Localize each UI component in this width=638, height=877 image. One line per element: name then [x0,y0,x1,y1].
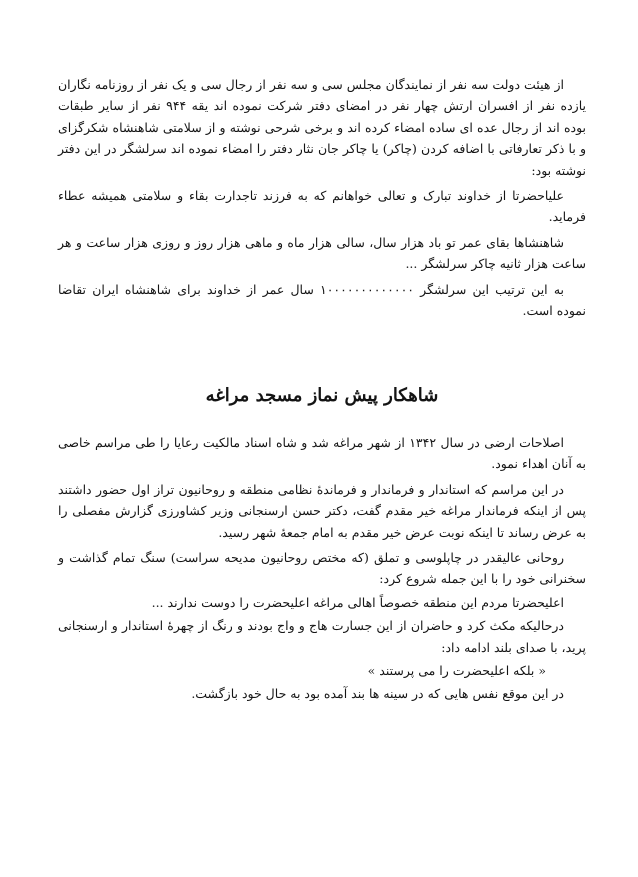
paragraph-relief: در این موقع نفس هایی که در سینه ها بند آمده بود به حال خود بازگشت. [191,686,564,702]
paragraph-land-reform: اصلاحات ارضی در سال ۱۳۴۲ از شهر مراغه شد و شاه اسناد مالکیت رعایا را طی مراسم خاصی به آنان اهداء نمود. [58,435,586,472]
paragraph-quote: « بلکه اعلیحضرت را می پرستند » [367,663,546,679]
paragraph-wish-shah: شاهنشاها بقای عمر تو باد هزار سال، سالی هزار ماه و ماهی هزار روز و روزی هزار ساعت و هر ساعت هزار ثانیه چاکر سرلشگر ... [58,234,586,272]
paragraph-conclusion: به این ترتیب این سرلشگر ۱۰۰۰۰۰۰۰۰۰۰۰۰۰ سال عمر از خداوند برای شاهنشاه ایران تقاضا نموده است. [58,281,586,319]
bottom-text-block [58,432,586,707]
paragraph-pause: درحالیکه مکث کرد و حاضران از این جسارت هاج و واج بودند و رنگ از چهرهٔ استاندار و ارسنجانی پرید، با صدای بلند ادامه داد: [58,618,586,655]
section-heading: شاهکار پیش نماز مسجد مراغه [205,385,439,406]
paragraph-statistics: از هیئت دولت سه نفر از نمایندگان مجلس سی و سه نفر از رجال سی و یک نفر از روزنامه نگاران یازده نفر از افسران ارتش چهار نفر در امضای دفتر شرکت نموده اند یقه ۹۴۴ نفر از سایر طبقات بوده اند از رجال عده ای ساده امضاء کرده اند و برخی شرحی نوشته و از سلامتی شاهنشاه شکرگزای و با ذکر تعارفاتی با اضافه کردن (چاکر) یا چاکر جان نثار دفتر را امضاء نموده اند سرلشگر در این دفتر نوشته بود: [58,77,586,178]
top-text-block [58,74,586,325]
paragraph-ceremony: در این مراسم که استاندار و فرماندار و فرماندهٔ نظامی منطقه و روحانیون تراز اول حضور داشتند پس از اینکه فرماندار مراغه خیر مقدم گفت، دکتر حسن ارسنجانی وزیر کشاورزی گزارش مفصلی را به عرض رساند تا اینکه نوبت عرض خیر مقدم به امام جمعهٔ شهر رسید. [58,481,586,540]
paragraph-wish-queen: علیاحضرتا از خداوند تبارک و تعالی خواهانم که به فرزند تاجدارت بقاء و سلامتی همیشه عطاء فرماید. [58,188,586,225]
paragraph-speech-start: اعلیحضرتا مردم این منطقه خصوصاً اهالی مراغه اعلیحضرت را دوست ندارند ... [151,594,564,610]
paragraph-cleric: روحانی عالیقدر در چاپلوسی و تملق (که مختص روحانیون مدیحه سراست) سنگ تمام گذاشت و سخنرانی خود را با این جمله شروع کرد: [58,550,586,587]
